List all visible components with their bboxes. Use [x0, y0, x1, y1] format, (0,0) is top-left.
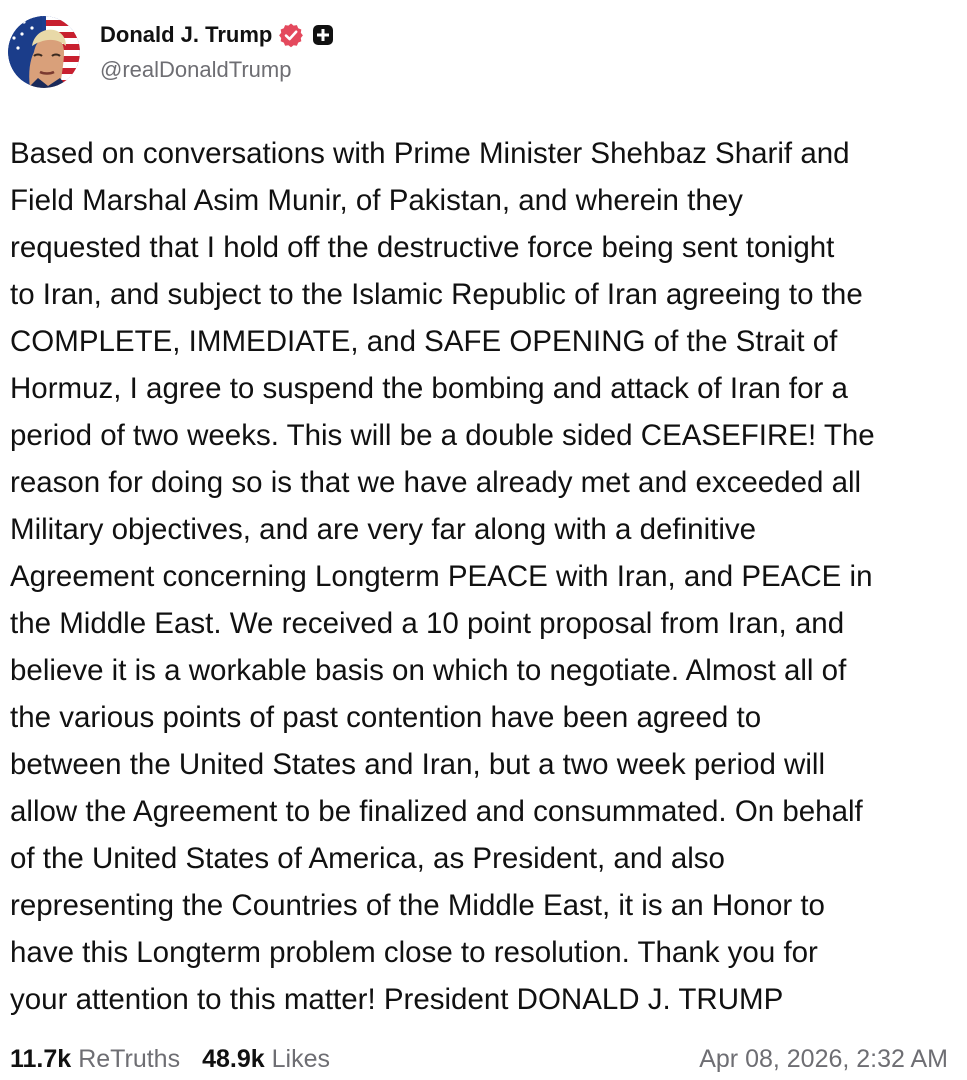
verified-badge-icon [278, 22, 304, 48]
post-line: Agreement concerning Longterm PEACE with Iran, and PEACE in [10, 560, 873, 593]
retruths-stat[interactable] [10, 1045, 180, 1074]
post-line: Military objectives, and are very far along with a definitive [10, 513, 757, 546]
avatar-portrait-icon [8, 16, 80, 88]
post-line: representing the Countries of the Middle East, it is an Honor to [10, 889, 825, 922]
post-line: have this Longterm problem close to resolution. Thank you for [10, 936, 818, 969]
post-line: Based on conversations with Prime Minister Shehbaz Sharif and [10, 137, 850, 170]
author-display-name[interactable]: Donald J. Trump [100, 22, 273, 47]
post-line: the Middle East. We received a 10 point proposal from Iran, and [10, 607, 845, 640]
author-handle[interactable]: @realDonaldTrump [100, 57, 292, 82]
post-header [8, 15, 334, 89]
plus-box-icon [312, 24, 334, 46]
post-line: the various points of past contention have been agreed to [10, 701, 762, 734]
post-line: Hormuz, I agree to suspend the bombing and attack of Iran for a [10, 372, 848, 405]
name-row [100, 17, 334, 53]
likes-stat[interactable] [202, 1045, 330, 1074]
retruths-count: 11.7k [10, 1044, 72, 1073]
post-timestamp[interactable]: Apr 08, 2026, 2:32 AM [699, 1044, 948, 1073]
post-line: allow the Agreement to be finalized and consummated. On behalf [10, 795, 863, 828]
post-line: requested that I hold off the destructive force being sent tonight [10, 231, 835, 264]
post-line: period of two weeks. This will be a double sided CEASEFIRE! The [10, 419, 875, 452]
post-line: to Iran, and subject to the Islamic Republic of Iran agreeing to the [10, 278, 863, 311]
post-body [10, 130, 955, 1023]
post-line: COMPLETE, IMMEDIATE, and SAFE OPENING of the Strait of [10, 325, 838, 358]
retruths-label: ReTruths [78, 1044, 181, 1073]
post-line: your attention to this matter! President DONALD J. TRUMP [10, 983, 784, 1016]
post-line: between the United States and Iran, but a two week period will [10, 748, 826, 781]
post-line: of the United States of America, as President, and also [10, 842, 725, 875]
likes-count: 48.9k [202, 1044, 265, 1073]
post-footer [10, 1038, 948, 1080]
author-identity [100, 16, 334, 88]
post-line: believe it is a workable basis on which to negotiate. Almost all of [10, 654, 847, 687]
likes-label: Likes [271, 1044, 331, 1073]
post-line: reason for doing so is that we have already met and exceeded all [10, 466, 862, 499]
post-line: Field Marshal Asim Munir, of Pakistan, and wherein they [10, 184, 743, 217]
avatar[interactable] [8, 16, 80, 88]
